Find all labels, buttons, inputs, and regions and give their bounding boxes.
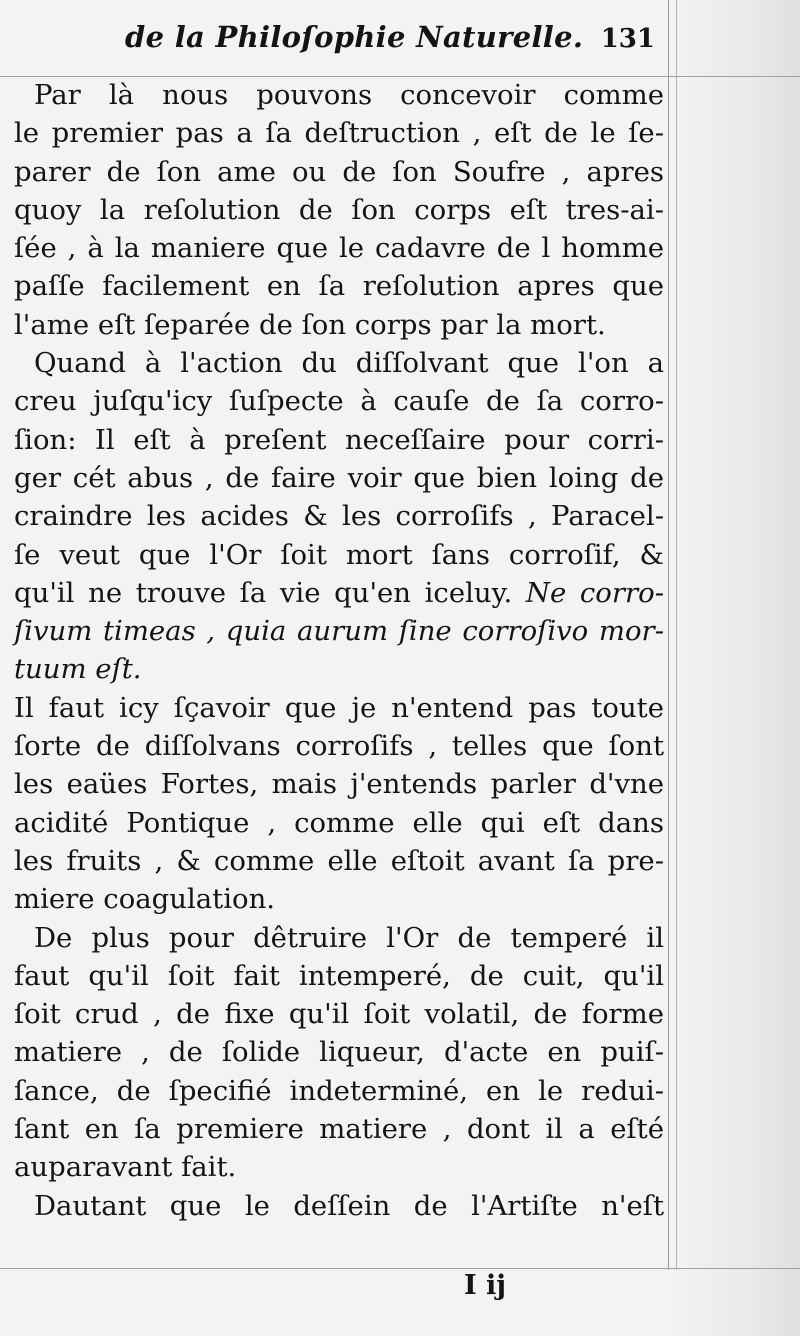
text-line-content: De plus pour dêtruire l'Or de temperé il	[34, 921, 664, 954]
page-edge-shadow	[670, 0, 800, 1336]
page-number: 131	[600, 24, 655, 54]
gutter-rule	[676, 0, 677, 1270]
text-line-content: ſe veut que l'Or ſoit mort ſans corroſif, &	[14, 538, 664, 571]
text-line-content: faut qu'il ſoit fait intemperé, de cuit, qu'il	[14, 959, 664, 992]
text-line	[14, 267, 664, 305]
text-line-content: auparavant fait.	[14, 1151, 237, 1184]
text-line	[14, 1187, 664, 1225]
text-line	[14, 153, 664, 191]
text-line	[14, 919, 664, 957]
text-line	[14, 191, 664, 229]
text-line-content: ſance, de ſpecifié indeterminé, en le redui-	[14, 1074, 664, 1107]
text-line-content: parer de ſon ame ou de ſon Soufre , apres	[14, 155, 664, 188]
text-line-content: Par là nous pouvons concevoir comme	[34, 79, 664, 111]
text-line-content: ſoit crud , de fixe qu'il ſoit volatil, de forme	[14, 998, 664, 1031]
text-line	[14, 689, 664, 727]
text-line	[14, 612, 664, 650]
text-line-content: Dautant que le deſſein de l'Artiſte n'eſt	[34, 1189, 664, 1222]
text-line-content: l'ame eſt ſeparée de ſon corps par la mort.	[14, 308, 606, 341]
text-line	[14, 574, 664, 612]
text-line	[14, 76, 664, 114]
text-line-content: acidité Pontique , comme elle qui eſt dans	[14, 806, 664, 839]
text-line	[14, 382, 664, 420]
text-line-content: ſorte de diſſolvans corroſifs , telles que ſont	[14, 730, 664, 763]
text-line	[14, 765, 664, 803]
signature-mark: I ij	[464, 1270, 507, 1301]
text-line	[14, 421, 664, 459]
text-line-italic: Ne corro-	[525, 576, 664, 609]
text-line	[14, 1148, 664, 1186]
text-line-content: Il faut icy ſçavoir que je n'entend pas toute	[14, 691, 664, 724]
text-line	[14, 344, 664, 382]
text-line-content: le premier pas a ſa deſtruction , eſt de le ſe-	[14, 117, 664, 150]
text-line-content: Quand à l'action du diſſolvant que l'on a	[34, 347, 664, 380]
text-line-content: qu'il ne trouve ſa vie qu'en iceluy.	[14, 576, 513, 609]
text-line	[14, 650, 664, 688]
text-line-content: miere coagulation.	[14, 883, 276, 916]
text-line	[14, 459, 664, 497]
text-line	[14, 229, 664, 267]
text-line-content: matiere , de ſolide liqueur, d'acte en puiſ-	[14, 1036, 664, 1069]
text-line-content: ſée , à la maniere que le cadavre de l homme	[14, 232, 664, 265]
text-line	[14, 995, 664, 1033]
text-line-content: ſion: Il eſt à preſent neceſſaire pour corri-	[14, 423, 664, 456]
page-footer	[464, 1270, 584, 1310]
text-line	[14, 1033, 664, 1071]
text-line	[14, 804, 664, 842]
text-line-content: creu juſqu'icy ſuſpecte à cauſe de ſa corro-	[14, 385, 664, 418]
text-line-content: paſſe facilement en ſa reſolution apres que	[14, 270, 664, 303]
text-line	[14, 497, 664, 535]
text-line-content: ſant en ſa premiere matiere , dont il a eſté	[14, 1113, 664, 1146]
text-line	[14, 536, 664, 574]
text-line	[14, 1072, 664, 1110]
text-line-content: les fruits , & comme elle eſtoit avant ſa pre-	[14, 844, 664, 877]
text-line	[14, 306, 664, 344]
running-title: de la Philoſophie Naturelle.	[125, 20, 584, 54]
page-header	[125, 20, 665, 70]
gutter-rule	[668, 0, 669, 1270]
text-line-content: ger cét abus , de faire voir que bien loing de	[14, 461, 664, 494]
text-line	[14, 842, 664, 880]
footer-rule	[0, 1268, 800, 1269]
text-line-content: tuum eſt.	[14, 653, 142, 686]
text-line	[14, 880, 664, 918]
text-line	[14, 957, 664, 995]
text-line	[14, 1110, 664, 1148]
body-text	[14, 76, 664, 1225]
text-line-content: ſivum timeas , quia aurum ſine corroſivo mor-	[14, 615, 664, 648]
text-line-content: quoy la reſolution de ſon corps eſt tres-ai-	[14, 193, 664, 226]
text-line	[14, 727, 664, 765]
text-line-content: craindre les acides & les corroſifs , Paracel-	[14, 500, 664, 533]
text-line	[14, 114, 664, 152]
text-line-content: les eaües Fortes, mais j'entends parler d'vne	[14, 768, 664, 801]
